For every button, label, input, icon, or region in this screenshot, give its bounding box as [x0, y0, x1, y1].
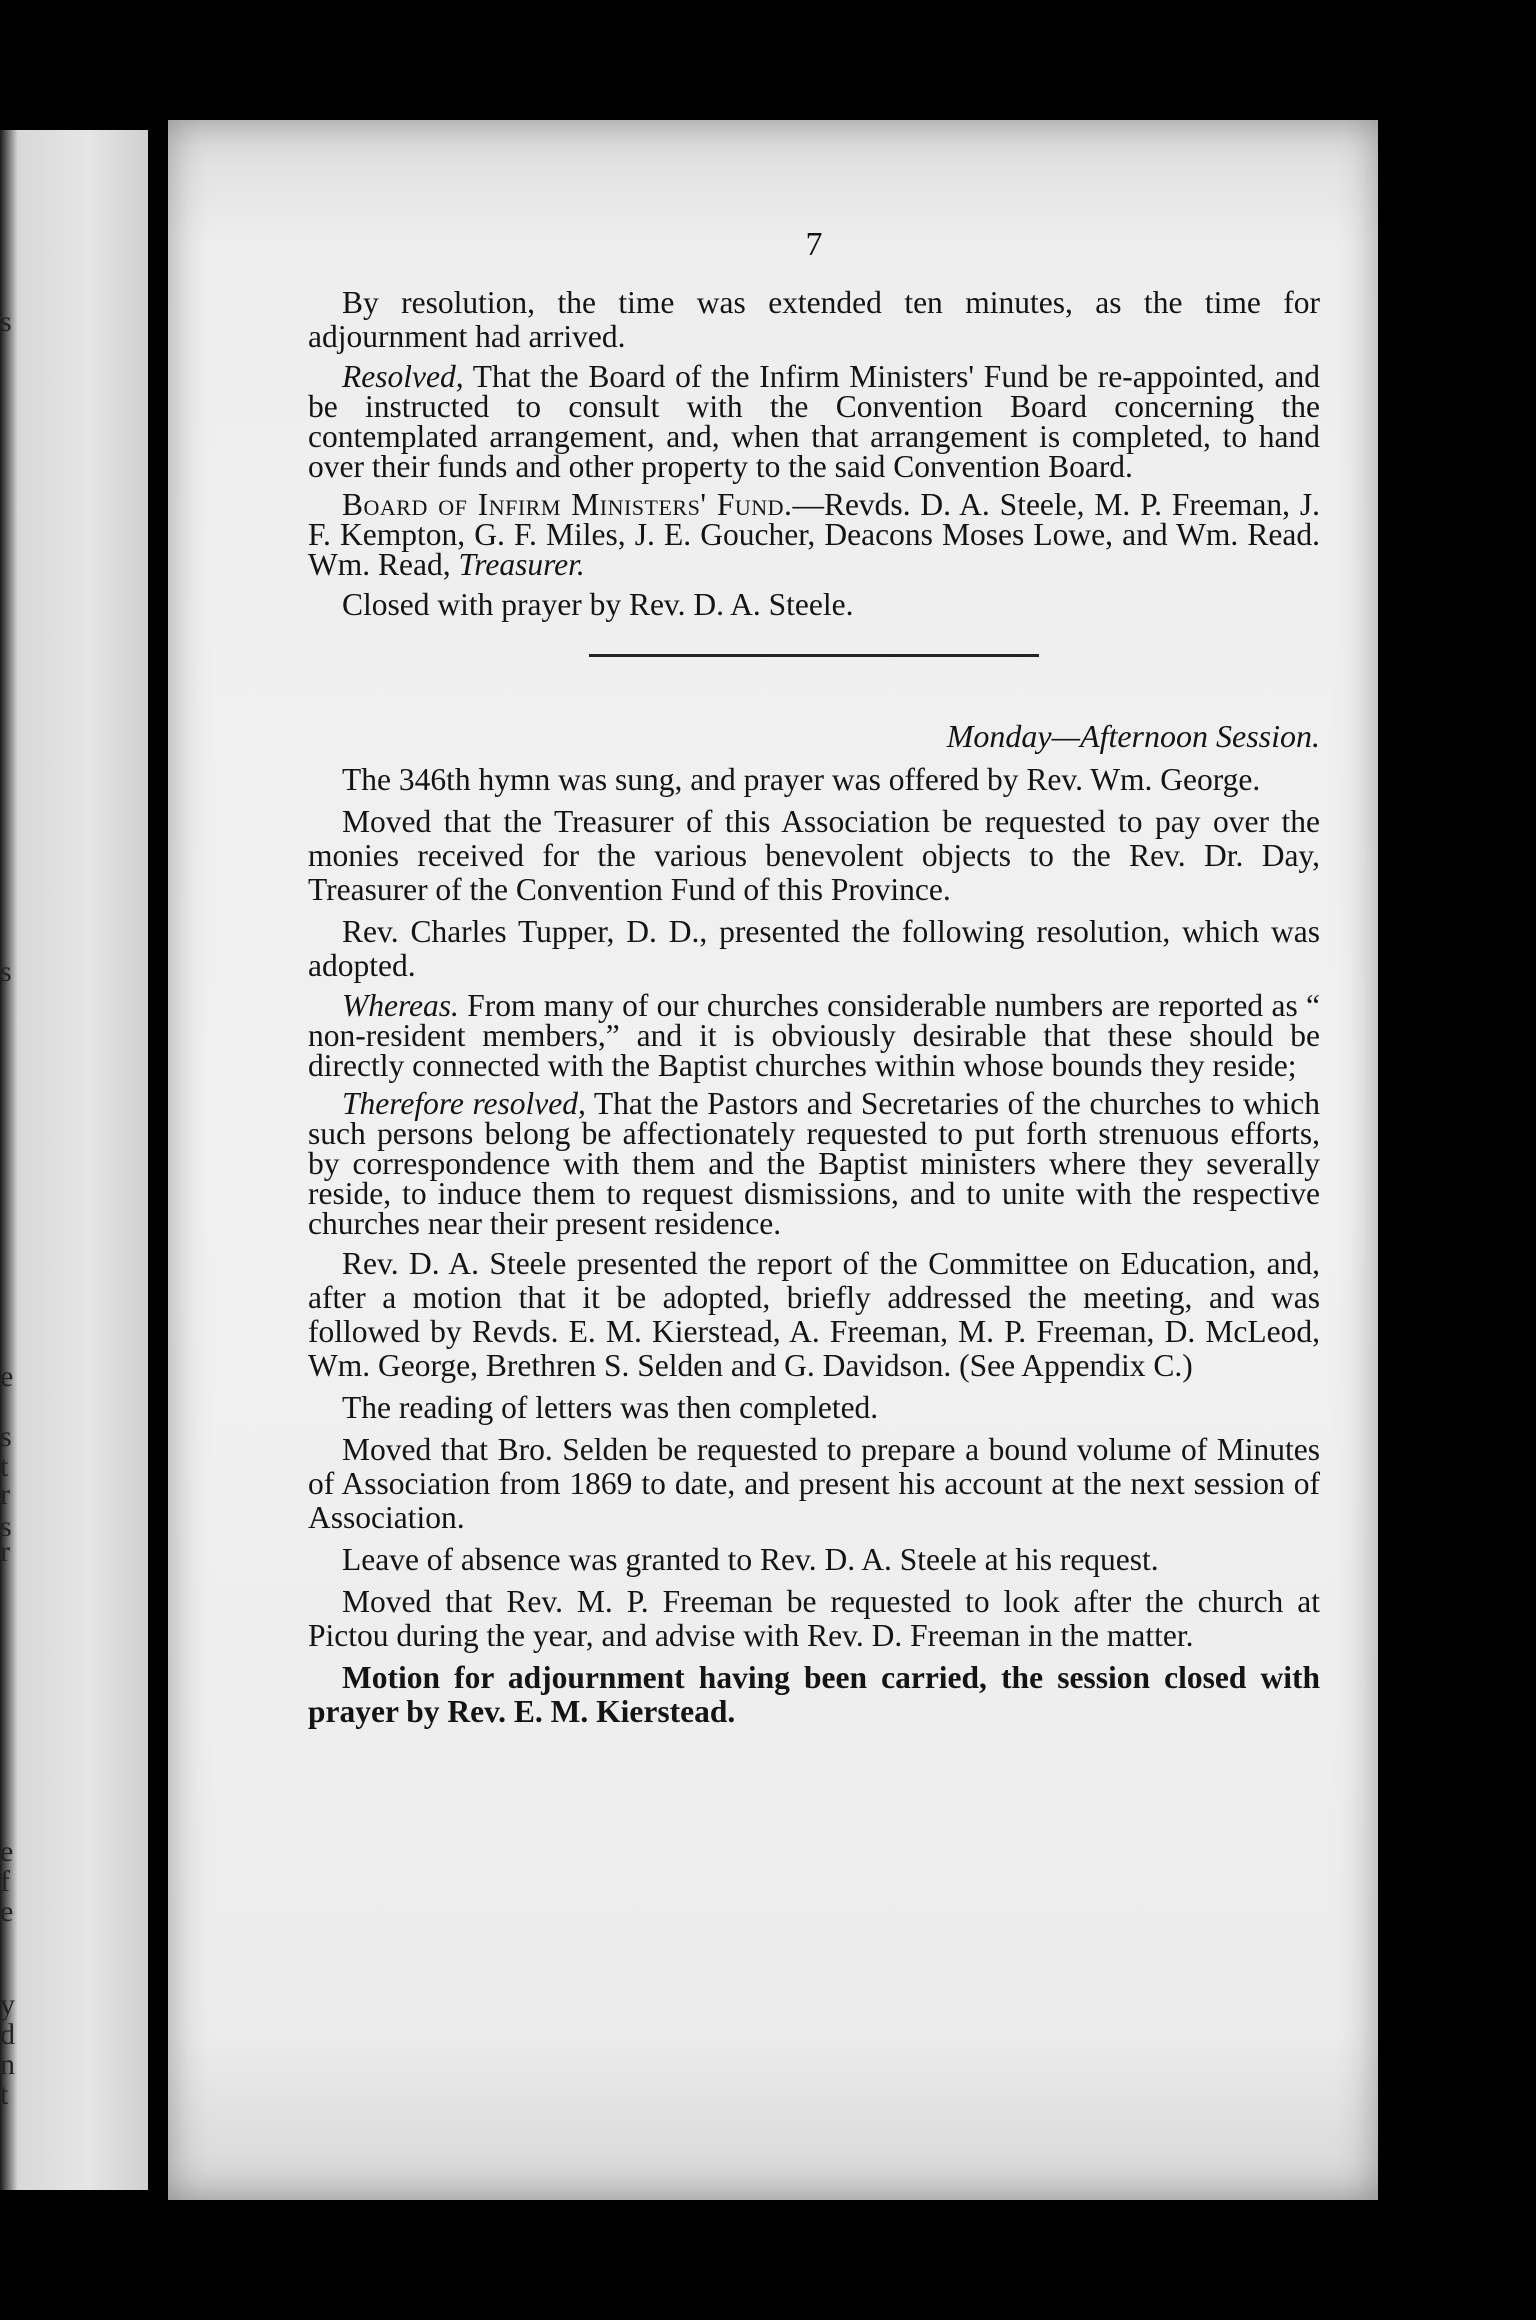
paragraph: The reading of letters was then completed.	[342, 1390, 879, 1425]
adjacent-page-fragment: s	[0, 955, 12, 988]
adjacent-page-fragment: e	[0, 1360, 14, 1393]
paragraph	[308, 1086, 1320, 1241]
adjacent-page-fragment: t	[0, 2078, 9, 2111]
resolved-text: That the Board of the Infirm Ministers' Fund be re-appointed, and be instructed to consult with the Convention Board concerning the contemplated arrangement, and, when that arrangement is completed, to hand over their funds and other property to the said Convention Board.	[308, 359, 1320, 484]
paragraph: Moved that Bro. Selden be requested to prepare a bound volume of Minutes of Association from 1869 to date, and present his account at the next session of Association.	[308, 1432, 1320, 1535]
adjacent-page-fragment: d	[0, 2018, 15, 2051]
adjacent-page-fragment: s	[0, 1420, 12, 1453]
adjacent-page-fragment: y	[0, 1988, 15, 2021]
adjacent-page-fragment: e	[0, 1895, 14, 1928]
therefore-resolved-lead: Therefore resolved,	[342, 1086, 586, 1121]
paragraph	[308, 988, 1320, 1083]
board-members: —Revds. D. A. Steele, M. P. Freeman, J. F. Kempton, G. F. Miles, J. E. Goucher, Deacons Moses Lowe, and Wm. Read. Wm. Read,	[308, 487, 1320, 582]
adjacent-page-fragment: s	[0, 1510, 12, 1543]
adjacent-page-fragment: e	[0, 1835, 14, 1868]
paragraph: Moved that Rev. M. P. Freeman be requested to look after the church at Pictou during the year, and advise with Rev. D. Freeman in the matter.	[308, 1584, 1320, 1653]
page-content	[308, 228, 1320, 1737]
paragraph	[308, 359, 1320, 484]
adjacent-page-fragment: t	[0, 1450, 9, 1483]
paragraph: The 346th hymn was sung, and prayer was offered by Rev. Wm. George.	[342, 762, 1261, 797]
session-heading: Monday—Afternoon Session.	[946, 718, 1320, 754]
treasurer-label: Treasurer.	[458, 547, 585, 582]
board-heading: Board of Infirm Ministers' Fund.	[342, 487, 793, 522]
paragraph	[308, 487, 1320, 582]
paragraph: Moved that the Treasurer of this Association be requested to pay over the monies received for the various benevolent objects to the Rev. Dr. Day, Treasurer of the Convention Fund of this Province.	[308, 804, 1320, 907]
paragraph: Rev. D. A. Steele presented the report of the Committee on Education, and, after a motion that it be adopted, briefly addressed the meeting, and was followed by Revds. E. M. Kierstead, A. Freeman, M. P. Freeman, D. McLeod, Wm. George, Brethren S. Selden and G. Davidson. (See Appendix C.)	[308, 1246, 1320, 1383]
page-number: 7	[805, 226, 823, 263]
therefore-resolved-text: That the Pastors and Secretaries of the churches to which such persons belong be affectionately requested to put forth strenuous efforts, by correspondence with them and the Baptist ministers where they severally reside, to induce them to request dismissions, and to unite with the respective churches near their present residence.	[308, 1086, 1320, 1241]
whereas-lead: Whereas.	[342, 988, 459, 1023]
adjacent-page-fragment: r	[0, 1478, 10, 1511]
whereas-text: From many of our churches considerable numbers are reported as “ non-resident members,” and it is obviously desirable that these should be directly connected with the Baptist churches within whose bounds they reside;	[308, 988, 1320, 1083]
adjacent-page-fragment: f	[0, 1865, 10, 1898]
paragraph: Leave of absence was granted to Rev. D. A. Steele at his request.	[342, 1542, 1159, 1577]
adjacent-page-fragment: n	[0, 2048, 15, 2081]
adjacent-page-fragment: r	[0, 1535, 10, 1568]
section-divider	[589, 654, 1039, 657]
adjacent-page-fragment: s	[0, 305, 12, 338]
paragraph: By resolution, the time was extended ten minutes, as the time for adjournment had arrived.	[308, 285, 1320, 354]
resolved-lead: Resolved,	[342, 359, 464, 394]
paragraph: Motion for adjournment having been carried, the session closed with prayer by Rev. E. M. Kierstead.	[308, 1660, 1320, 1729]
document-page	[168, 120, 1378, 2200]
paragraph: Closed with prayer by Rev. D. A. Steele.	[342, 587, 854, 622]
paragraph: Rev. Charles Tupper, D. D., presented the following resolution, which was adopted.	[308, 914, 1320, 983]
adjacent-page-edge	[0, 130, 148, 2190]
